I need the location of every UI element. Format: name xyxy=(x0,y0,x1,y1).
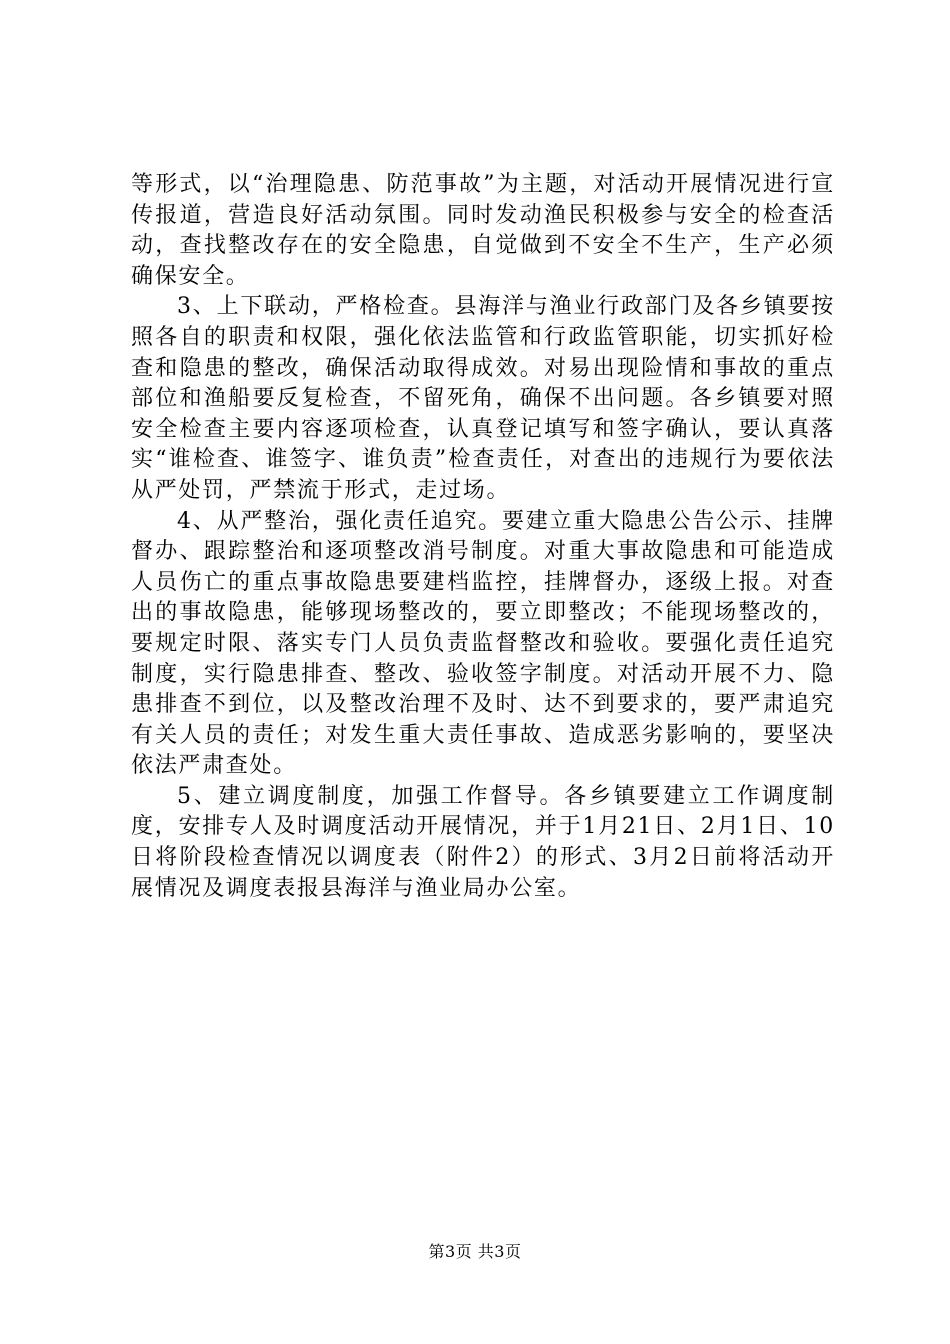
page-footer xyxy=(0,1239,950,1262)
paragraph-item-5: 5、建立调度制度，加强工作督导。各乡镇要建立工作调度制度，安排专人及时调度活动开展情况，并于1月21日、2月1日、10日将阶段检查情况以调度表（附件2）的形式、3月2日前将活动开展情况及调度表报县海洋与渔业局办公室。 xyxy=(131,783,835,901)
paragraph-continuation: 等形式，以“治理隐患、防范事故”为主题，对活动开展情况进行宣传报道，营造良好活动氛围。同时发动渔民积极参与安全的检查活动，查找整改存在的安全隐患，自觉做到不安全不生产，生产必须确保安全。 xyxy=(131,172,835,289)
paragraph-item-4: 4、从严整治，强化责任追究。要建立重大隐患公告公示、挂牌督办、跟踪整治和逐项整改消号制度。对重大事故隐患和可能造成人员伤亡的重点事故隐患要建档监控，挂牌督办，逐级上报。对查出的事故隐患，能够现场整改的，要立即整改；不能现场整改的，要规定时限、落实专门人员负责监督整改和验收。要强化责任追究制度，实行隐患排查、整改、验收签字制度。对活动开展不力、隐患排查不到位，以及整改治理不及时、达不到要求的，要严肃追究有关人员的责任；对发生重大责任事故、造成恶劣影响的，要坚决依法严肃查处。 xyxy=(131,508,835,779)
page-number-label: 第3页 共3页 xyxy=(428,1242,522,1261)
document-body xyxy=(131,170,835,904)
paragraph-item-3: 3、上下联动，严格检查。县海洋与渔业行政部门及各乡镇要按照各自的职责和权限，强化依法监管和行政监管职能，切实抓好检查和隐患的整改，确保活动取得成效。对易出现险情和事故的重点部位和渔船要反复检查，不留死角，确保不出问题。各乡镇要对照安全检查主要内容逐项检查，认真登记填写和签字确认，要认真落实“谁检查、谁签字、谁负责”检查责任，对查出的违规行为要依法从严处罚，严禁流于形式，走过场。 xyxy=(131,294,835,503)
